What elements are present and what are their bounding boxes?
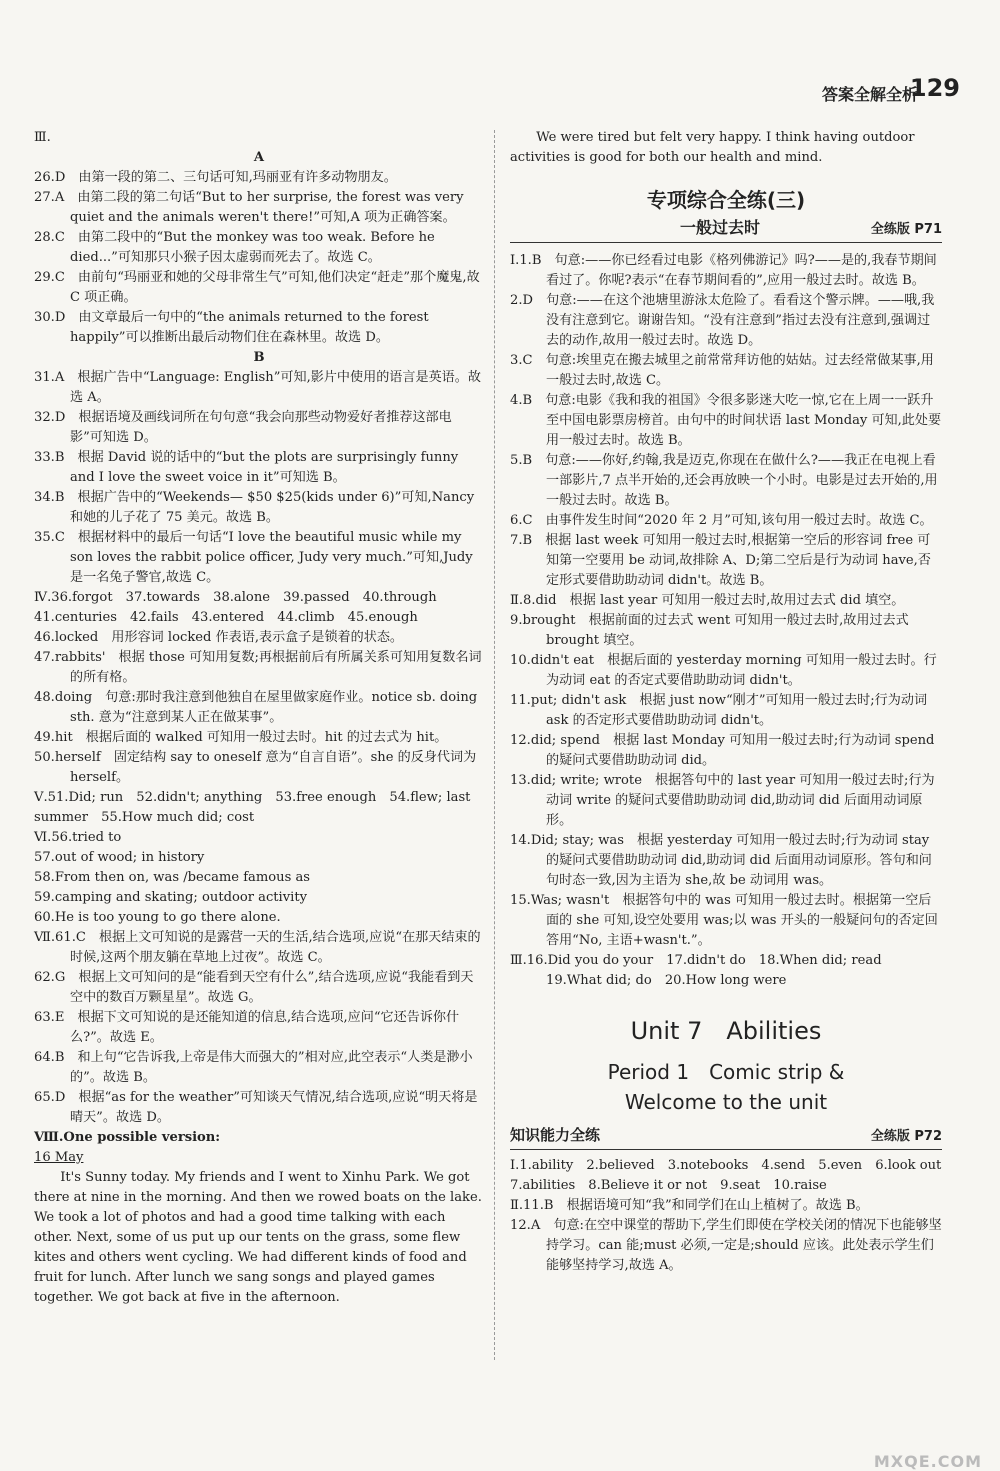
answer-line: B [253,350,265,365]
answer-line: 28.C 由第二段中的“But the monkey was too weak. Before he died...”可知那只小猴子因太虚弱而死去了。故选 C。 [34,230,435,265]
answer-line: 7.abilities 8.Believe it or not 9.seat 10.raise [510,1178,827,1193]
answer-line: 50.herself 固定结构 say to oneself 意为“自言自语”。she 的反身代词为 herself。 [34,750,477,785]
answer-line: 34.B 根据广告中的“Weekends— $50 $25(kids under 6)”可知,Nancy 和她的儿子花了 75 美元。故选 B。 [34,490,475,525]
answer-line: 31.A 根据广告中“Language: English”可知,影片中使用的语言是英语。故选 A。 [34,370,481,405]
period-title-line2: Welcome to the unit [624,1090,828,1114]
answer-line: 29.C 由前句“玛丽亚和她的父母非常生气”可知,他们决定“赶走”那个魔鬼,故 C 项正确。 [34,270,480,305]
page-number: 129 [909,74,960,102]
answer-line: 9.brought 根据前面的过去式 went 可知用一般过去时,故用过去式 brought 填空。 [510,613,909,648]
answer-line: 57.out of wood; in history [34,850,205,865]
answer-line: 16 May [34,1150,84,1165]
subsection-ref: 全练版 P71 [870,222,942,237]
answer-line: Ⅷ.One possible version: [34,1130,221,1145]
answer-line: 2.D 句意:——在这个池塘里游泳太危险了。看看这个警示牌。——哦,我没有注意到它。谢谢告知。“没有注意到”指过去没有注意到,强调过去的动作,故用一般过去时。故选 D。 [510,293,935,348]
answer-line: 64.B 和上句“它告诉我,上帝是伟大而强大的”相对应,此空表示“人类是渺小的”。故选 B。 [34,1050,473,1085]
answer-line: 27.A 由第二段的第二句话“But to her surprise, the forest was very quiet and the animals weren't there!”可知,A 项为正确答案。 [34,190,464,225]
answer-line: 49.hit 根据后面的 walked 可知用一般过去时。hit 的过去式为 hit。 [34,730,448,745]
answer-line: 13.did; write; wrote 根据答句中的 last year 可知用一般过去时;行为动词 write 的疑问式要借助助动词 did,助动词 did 后面用动词原形。 [510,773,935,828]
answer-line: 30.D 由文章最后一句中的“the animals returned to the forest happily”可以推断出最后动物们住在森林里。故选 D。 [34,310,429,345]
answer-line: 63.E 根据下文可知说的是还能知道的信息,结合选项,应问“它还告诉你什么?”。故选 E。 [34,1010,460,1045]
answer-line: 11.put; didn't ask 根据 just now“刚才”可知用一般过去时;行为动词 ask 的否定形式要借助助动词 didn't。 [510,693,928,728]
answer-line: Ⅰ.1.ability 2.believed 3.notebooks 4.send 5.even 6.look out [510,1158,942,1173]
answer-line: 14.Did; stay; was 根据 yesterday 可知用一般过去时;行为动词 stay 的疑问式要借助助动词 did,助动词 did 后面用动词原形。答句和问句时态一致,因为主语为 she,故 be 动词用 was。 [510,833,932,888]
answer-line: Ⅱ.11.B 根据语境可知“我”和同学们在山上植树了。故选 B。 [510,1198,869,1213]
period-title-line1: Period 1 Comic strip & [607,1060,845,1084]
right-column [510,128,942,1276]
answer-line: 65.D 根据“as for the weather”可知谈天气情况,结合选项,应说“明天将是晴天”。故选 D。 [34,1090,478,1125]
answer-line: 10.didn't eat 根据后面的 yesterday morning 可知用一般过去时。行为动词 eat 的否定式要借助助动词 didn't。 [510,653,937,688]
answer-line: It's Sunny today. My friends and I went to Xinhu Park. We got there at nine in the morning. And then we rowed boats on the lake. We took a lot of photos and had a good time talking with each other. Next, some of us put up our tents on the grass, some flew kites and others went cycling. We had different kinds of food and fruit for lunch. After lunch we sang songs and played games together. We got back at five in the afternoon. [34,1170,482,1305]
answer-line: Ⅵ.56.tried to [34,830,122,845]
answer-line: 35.C 根据材料中的最后一句话“I love the beautiful music while my son loves the rabbit police officer, Judy very much.”可知,Judy 是一名兔子警官,故选 C。 [34,530,473,585]
answer-line: 46.locked 用形容词 locked 作表语,表示盒子是锁着的状态。 [34,630,404,645]
period-title [510,1057,942,1117]
answer-line: 58.From then on, was /became famous as [34,870,311,885]
essay-ending: We were tired but felt very happy. I think having outdoor activities is good for both our health and mind. [510,130,915,165]
section-title: 专项综合全练(三) [646,188,806,212]
answer-line: Ⅲ. [34,130,51,145]
subsection-title: 一般过去时 [680,218,761,237]
knowledge-header [510,1125,942,1150]
answer-line: 48.doing 句意:那时我注意到他独自在屋里做家庭作业。notice sb. doing sth. 意为“注意到某人正在做某事”。 [34,690,478,725]
answer-line: 4.B 句意:电影《我和我的祖国》令很多影迷大吃一惊,它在上周一一跃升至中国电影票房榜首。由句中的时间状语 last Monday 可知,此处要用一般过去时。故选 B。 [510,393,942,448]
answer-line: Ⅱ.8.did 根据 last year 可知用一般过去时,故用过去式 did 填空。 [510,593,905,608]
answer-line: 5.B 句意:——你好,约翰,我是迈克,你现在在做什么?——我正在电视上看一部影片,7 点半开始的,还会再放映一个小时。电影是过去开始的,用一般过去时。故选 B。 [510,453,938,508]
unit-title: Unit 7 Abilities [630,1017,822,1045]
left-column [34,128,484,1308]
header-label: 答案全解全析 [821,85,918,104]
answer-line: 6.C 由事件发生时间“2020 年 2 月”可知,该句用一般过去时。故选 C。 [510,513,933,528]
answer-line: Ⅰ.1.B 句意:——你已经看过电影《格列佛游记》吗?——是的,我春节期间看过了。你呢?表示“在春节期间看的”,应用一般过去时。故选 B。 [510,253,937,288]
answer-line: 3.C 句意:埃里克在搬去城里之前常常拜访他的姑姑。过去经常做某事,用一般过去时,故选 C。 [510,353,934,388]
answer-line: Ⅳ.36.forgot 37.towards 38.alone 39.passed 40.through [34,590,437,605]
answer-line: 12.A 句意:在空中课堂的帮助下,学生们即使在学校关闭的情况下也能够坚持学习。can 能;must 必须,一定是;should 应该。此处表示学生们能够坚持学习,故选 A。 [510,1218,942,1273]
answer-line: 12.did; spend 根据 last Monday 可知用一般过去时;行为动词 spend 的疑问式要借助助动词 did。 [510,733,935,768]
answer-line: 32.D 根据语境及画线词所在句句意“我会向那些动物爱好者推荐这部电影”可知选 D。 [34,410,452,445]
knowledge-ref: 全练版 P72 [870,1129,942,1144]
knowledge-list [510,1156,942,1276]
answer-line: A [253,150,265,165]
subsection-header [510,218,942,243]
answer-line: Ⅴ.51.Did; run 52.didn't; anything 53.free enough 54.flew; last summer 55.How much did; cost [34,790,471,825]
answer-line: 15.Was; wasn't 根据答句中的 was 可知用一般过去时。根据第一空后面的 she 可知,设空处要用 was;以 was 开头的一般疑问句的否定回答用“No, 主语+wasn't.”。 [510,893,938,948]
answer-list [510,251,942,991]
knowledge-title: 知识能力全练 [510,1126,601,1144]
answer-line: 60.He is too young to go there alone. [34,910,281,925]
answer-line: 62.G 根据上文可知问的是“能看到天空有什么”,结合选项,应说“我能看到天空中的数百万颗星星”。故选 G。 [34,970,474,1005]
answer-line: Ⅶ.61.C 根据上文可知说的是露营一天的生活,结合选项,应说“在那天结束的时候,这两个朋友躺在草地上过夜”。故选 C。 [34,930,481,965]
page-header [0,0,1000,118]
column-divider [494,130,495,1360]
answer-line: 26.D 由第一段的第二、三句话可知,玛丽亚有许多动物朋友。 [34,170,397,185]
answer-line: 59.camping and skating; outdoor activity [34,890,307,905]
site-watermark: MXQE.COM [873,1452,982,1471]
answer-line: 47.rabbits' 根据 those 可知用复数;再根据前后有所属关系可知用复数名词的所有格。 [34,650,482,685]
answer-line: 33.B 根据 David 说的话中的“but the plots are surprisingly funny and I love the sweet voice in it”可知选 B。 [34,450,459,485]
answer-line: Ⅲ.16.Did you do your 17.didn't do 18.When did; read 19.What did; do 20.How long were [510,953,895,988]
answer-line: 41.centuries 42.fails 43.entered 44.climb 45.enough [34,610,418,625]
answer-line: 7.B 根据 last week 可知用一般过去时,根据第一空后的形容词 free 可知第一空要用 be 动词,故排除 A、D;第二空后是行为动词 have,否定形式要借助助动词 didn't。故选 B。 [510,533,931,588]
